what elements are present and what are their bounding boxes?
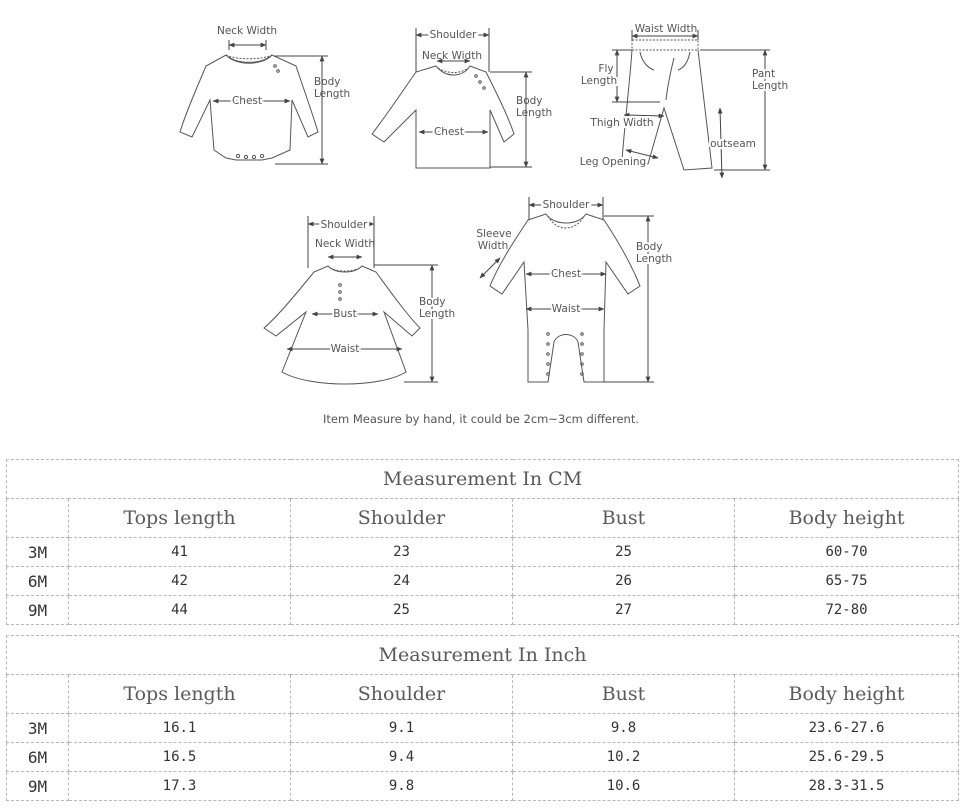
value-cell: 10.2	[513, 743, 735, 772]
pants-fly-length-label-1: Fly	[598, 63, 614, 75]
romper-body-length-label-2: Length	[636, 253, 673, 265]
pants-waist-width-label: Waist Width	[634, 23, 698, 35]
pants-pant-length-label-2: Length	[752, 80, 789, 92]
measurement-note: Item Measure by hand, it could be 2cm~3cm different.	[322, 412, 640, 426]
dress-bust-label: Bust	[333, 308, 357, 320]
column-header: Bust	[513, 499, 735, 538]
dress-shoulder-label: Shoulder	[320, 219, 368, 231]
romper-shoulder-label: Shoulder	[542, 199, 590, 211]
value-cell: 25	[513, 538, 735, 567]
value-cell: 17.3	[69, 772, 291, 801]
bodysuit-body-length-label-1: Body	[314, 76, 341, 88]
pants-thigh-width-label: Thigh Width	[590, 117, 654, 129]
column-header: Shoulder	[291, 675, 513, 714]
measurement-table-inch	[6, 635, 959, 801]
table-row	[7, 743, 959, 772]
tee-dimension-lines	[416, 28, 532, 167]
tee-shoulder-label: Shoulder	[429, 29, 477, 41]
value-cell: 23	[291, 538, 513, 567]
romper-dimension-lines	[477, 197, 654, 382]
column-header: Tops length	[69, 499, 291, 538]
pants-outseam-label: outseam	[710, 138, 756, 150]
tee-chest-label: Chest	[433, 126, 465, 138]
romper-sleeve-width-label-2: Width	[477, 240, 509, 252]
bodysuit-neck-width-label: Neck Width	[216, 25, 278, 37]
value-cell: 65-75	[735, 567, 959, 596]
value-cell: 23.6-27.6	[735, 714, 959, 743]
column-header: Body height	[735, 499, 959, 538]
dress-body-length-label-1: Body	[419, 296, 446, 308]
value-cell: 28.3-31.5	[735, 772, 959, 801]
size-cell: 3M	[7, 538, 69, 567]
romper-sleeve-width-label-1: Sleeve	[476, 228, 512, 240]
romper-waist-label: Waist	[551, 303, 581, 315]
dress-waist-label: Waist	[330, 343, 360, 355]
pants-leg-opening-label: Leg Opening	[579, 156, 647, 168]
column-header: Bust	[513, 675, 735, 714]
value-cell: 27	[513, 596, 735, 625]
pants-fly-length-label-2: Length	[580, 75, 618, 87]
value-cell: 25	[291, 596, 513, 625]
bodysuit-body-length-label-2: Length	[314, 88, 351, 100]
size-cell: 9M	[7, 596, 69, 625]
table-row	[7, 567, 959, 596]
table-row	[7, 714, 959, 743]
size-cell: 3M	[7, 714, 69, 743]
dress-body-length-label-2: Length	[419, 308, 456, 320]
tee-body-length-label-1: Body	[516, 95, 543, 107]
tee-neck-width-label: Neck Width	[421, 50, 483, 62]
measurement-table-cm	[6, 459, 959, 625]
table-title: Measurement In CM	[7, 460, 959, 499]
value-cell: 25.6-29.5	[735, 743, 959, 772]
size-header-cell	[7, 499, 69, 538]
column-header: Tops length	[69, 675, 291, 714]
tee-body-length-label-2: Length	[516, 107, 553, 119]
value-cell: 60-70	[735, 538, 959, 567]
value-cell: 9.1	[291, 714, 513, 743]
column-header: Body height	[735, 675, 959, 714]
value-cell: 9.8	[291, 772, 513, 801]
size-header-cell	[7, 675, 69, 714]
table-row	[7, 772, 959, 801]
value-cell: 44	[69, 596, 291, 625]
size-cell: 9M	[7, 772, 69, 801]
romper-illustration	[490, 214, 640, 382]
value-cell: 26	[513, 567, 735, 596]
tee-illustration	[372, 66, 514, 168]
value-cell: 24	[291, 567, 513, 596]
pants-pant-length-label-1: Pant	[752, 68, 776, 80]
size-cell: 6M	[7, 567, 69, 596]
dress-illustration	[264, 266, 420, 384]
table-title: Measurement In Inch	[7, 636, 959, 675]
pants-illustration	[622, 40, 712, 170]
column-header: Shoulder	[291, 499, 513, 538]
table-row	[7, 538, 959, 567]
dress-neck-width-label: Neck Width	[314, 238, 376, 250]
bodysuit-illustration	[180, 55, 318, 160]
value-cell: 9.4	[291, 743, 513, 772]
romper-chest-label: Chest	[550, 268, 582, 280]
value-cell: 10.6	[513, 772, 735, 801]
romper-body-length-label-1: Body	[636, 241, 663, 253]
size-cell: 6M	[7, 743, 69, 772]
bodysuit-chest-label: Chest	[231, 95, 263, 107]
value-cell: 16.1	[69, 714, 291, 743]
table-row	[7, 596, 959, 625]
value-cell: 16.5	[69, 743, 291, 772]
value-cell: 42	[69, 567, 291, 596]
value-cell: 41	[69, 538, 291, 567]
value-cell: 9.8	[513, 714, 735, 743]
value-cell: 72-80	[735, 596, 959, 625]
